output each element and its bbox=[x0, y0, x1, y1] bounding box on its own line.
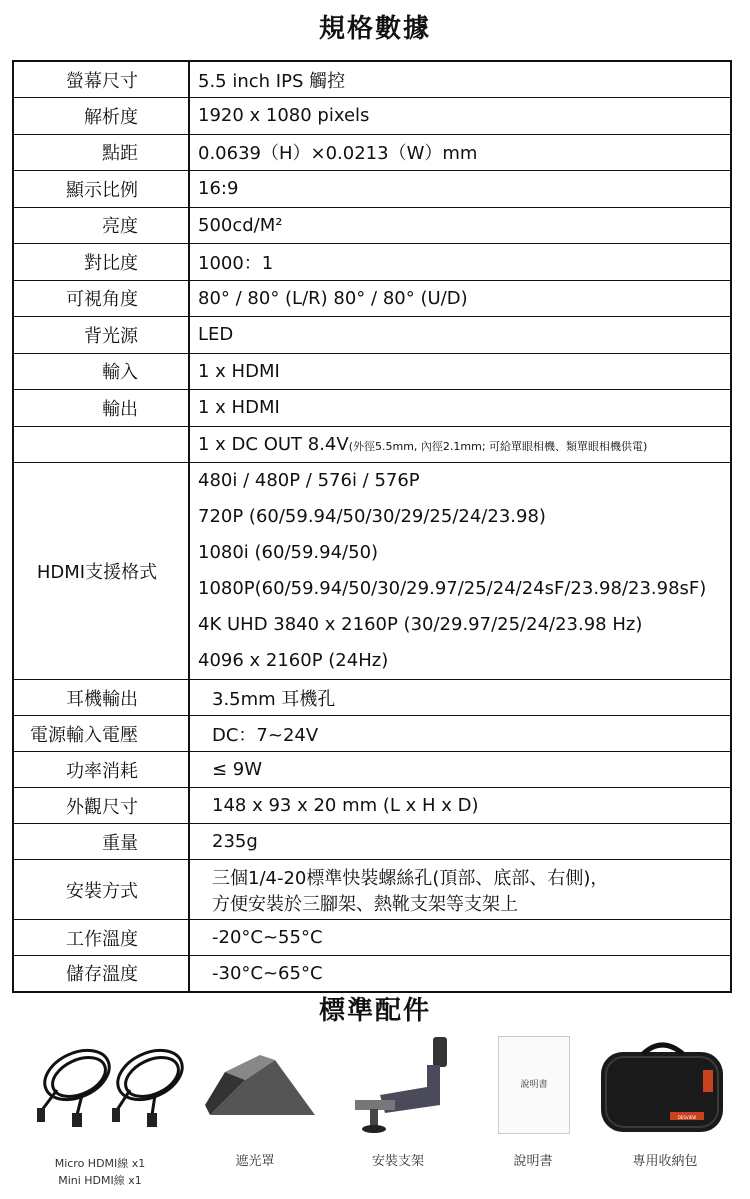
spec-row bbox=[13, 426, 731, 463]
spec-value bbox=[189, 426, 731, 463]
spec-row bbox=[13, 716, 731, 752]
spec-row bbox=[13, 680, 731, 716]
case-brand-text: DESVIEW bbox=[677, 1115, 697, 1120]
spec-row bbox=[13, 280, 731, 317]
case-label: 專用收納包 bbox=[632, 1154, 698, 1169]
hdmi-cables-image bbox=[22, 1030, 192, 1130]
spec-row bbox=[13, 752, 731, 788]
mount-line1: 三個1/4-20標準快裝螺絲孔(頂部、底部、右側)， bbox=[212, 867, 609, 889]
spec-label: 耳機輸出 bbox=[13, 680, 189, 716]
spec-value: LED bbox=[189, 317, 731, 354]
spec-value bbox=[189, 860, 731, 920]
spec-row bbox=[13, 134, 731, 171]
sun-hood-image bbox=[205, 1050, 325, 1120]
spec-row bbox=[13, 463, 731, 680]
spec-table bbox=[12, 60, 732, 993]
hdmi-format: 720P (60/59.94/50/30/29/25/24/23.98) bbox=[198, 506, 546, 527]
cable-label: Micro HDMI線 x1 Mini HDMI線 x1 bbox=[54, 1157, 146, 1187]
spec-value: 235g bbox=[189, 824, 731, 860]
spec-label: 可視角度 bbox=[13, 280, 189, 317]
spec-row bbox=[13, 860, 731, 920]
hdmi-format: 480i / 480P / 576i / 576P bbox=[198, 470, 420, 491]
spec-label: 螢幕尺寸 bbox=[13, 61, 189, 98]
case-image bbox=[598, 1042, 728, 1137]
mount-line2: 方便安裝於三腳架、熱靴支架等支架上 bbox=[212, 893, 518, 915]
bracket-label: 安裝支架 bbox=[371, 1154, 424, 1169]
spec-title: 規格數據 bbox=[318, 14, 431, 44]
spec-label: 功率消耗 bbox=[13, 752, 189, 788]
spec-row bbox=[13, 171, 731, 208]
spec-label: 輸入 bbox=[13, 353, 189, 390]
manual-image bbox=[498, 1036, 570, 1134]
spec-value: 80° / 80° (L/R) 80° / 80° (U/D) bbox=[189, 280, 731, 317]
spec-value: ≤ 9W bbox=[189, 752, 731, 788]
spec-value: 5.5 inch IPS 觸控 bbox=[189, 61, 731, 98]
spec-value: 16:9 bbox=[189, 171, 731, 208]
spec-row bbox=[13, 390, 731, 427]
hood-label: 遮光罩 bbox=[235, 1154, 275, 1169]
hdmi-format: 1080P(60/59.94/50/30/29.97/25/24/24sF/23.98/23.98sF) bbox=[198, 578, 707, 599]
spec-value bbox=[189, 463, 731, 680]
spec-label: 亮度 bbox=[13, 207, 189, 244]
spec-value: DC：7~24V bbox=[189, 716, 731, 752]
spec-row bbox=[13, 61, 731, 98]
spec-value: 1920 x 1080 pixels bbox=[189, 98, 731, 135]
spec-label: 工作溫度 bbox=[13, 920, 189, 956]
spec-label: 重量 bbox=[13, 824, 189, 860]
spec-label: 對比度 bbox=[13, 244, 189, 281]
spec-value: 1 x HDMI bbox=[189, 353, 731, 390]
spec-value: 500cd/M² bbox=[189, 207, 731, 244]
spec-label: 點距 bbox=[13, 134, 189, 171]
spec-label bbox=[13, 426, 189, 463]
spec-label: 背光源 bbox=[13, 317, 189, 354]
hdmi-format: 4096 x 2160P (24Hz) bbox=[198, 650, 389, 671]
spec-value: 0.0639（H）×0.0213（W）mm bbox=[189, 134, 731, 171]
spec-label: 顯示比例 bbox=[13, 171, 189, 208]
dc-out-value: 1 x DC OUT 8.4V bbox=[198, 433, 349, 455]
spec-value: -20°C~55°C bbox=[189, 920, 731, 956]
spec-label: 輸出 bbox=[13, 390, 189, 427]
spec-row bbox=[13, 788, 731, 824]
spec-value: 148 x 93 x 20 mm (L x H x D) bbox=[189, 788, 731, 824]
manual-cover-text: 說明書 bbox=[520, 1080, 548, 1090]
spec-value: -30°C~65°C bbox=[189, 956, 731, 992]
spec-value: 1 x HDMI bbox=[189, 390, 731, 427]
spec-row bbox=[13, 920, 731, 956]
spec-row bbox=[13, 353, 731, 390]
spec-label: 解析度 bbox=[13, 98, 189, 135]
spec-row bbox=[13, 98, 731, 135]
spec-value: 3.5mm 耳機孔 bbox=[189, 680, 731, 716]
spec-value: 1000：1 bbox=[189, 244, 731, 281]
spec-label: 電源輸入電壓 bbox=[13, 716, 189, 752]
spec-row bbox=[13, 244, 731, 281]
dc-out-note: (外徑5.5mm, 內徑2.1mm; 可給單眼相機、類單眼相機供電) bbox=[348, 439, 648, 453]
accessories-title: 標準配件 bbox=[318, 996, 431, 1026]
spec-row bbox=[13, 317, 731, 354]
hdmi-format: 4K UHD 3840 x 2160P (30/29.97/25/24/23.98 Hz) bbox=[198, 614, 643, 635]
spec-label: HDMI支援格式 bbox=[13, 463, 189, 680]
spec-label: 外觀尺寸 bbox=[13, 788, 189, 824]
hdmi-format: 1080i (60/59.94/50) bbox=[198, 542, 379, 563]
spec-row bbox=[13, 207, 731, 244]
manual-label: 說明書 bbox=[513, 1154, 553, 1169]
bracket-image bbox=[345, 1035, 475, 1135]
spec-row bbox=[13, 824, 731, 860]
spec-label: 安裝方式 bbox=[13, 860, 189, 920]
spec-row bbox=[13, 956, 731, 992]
spec-label: 儲存溫度 bbox=[13, 956, 189, 992]
